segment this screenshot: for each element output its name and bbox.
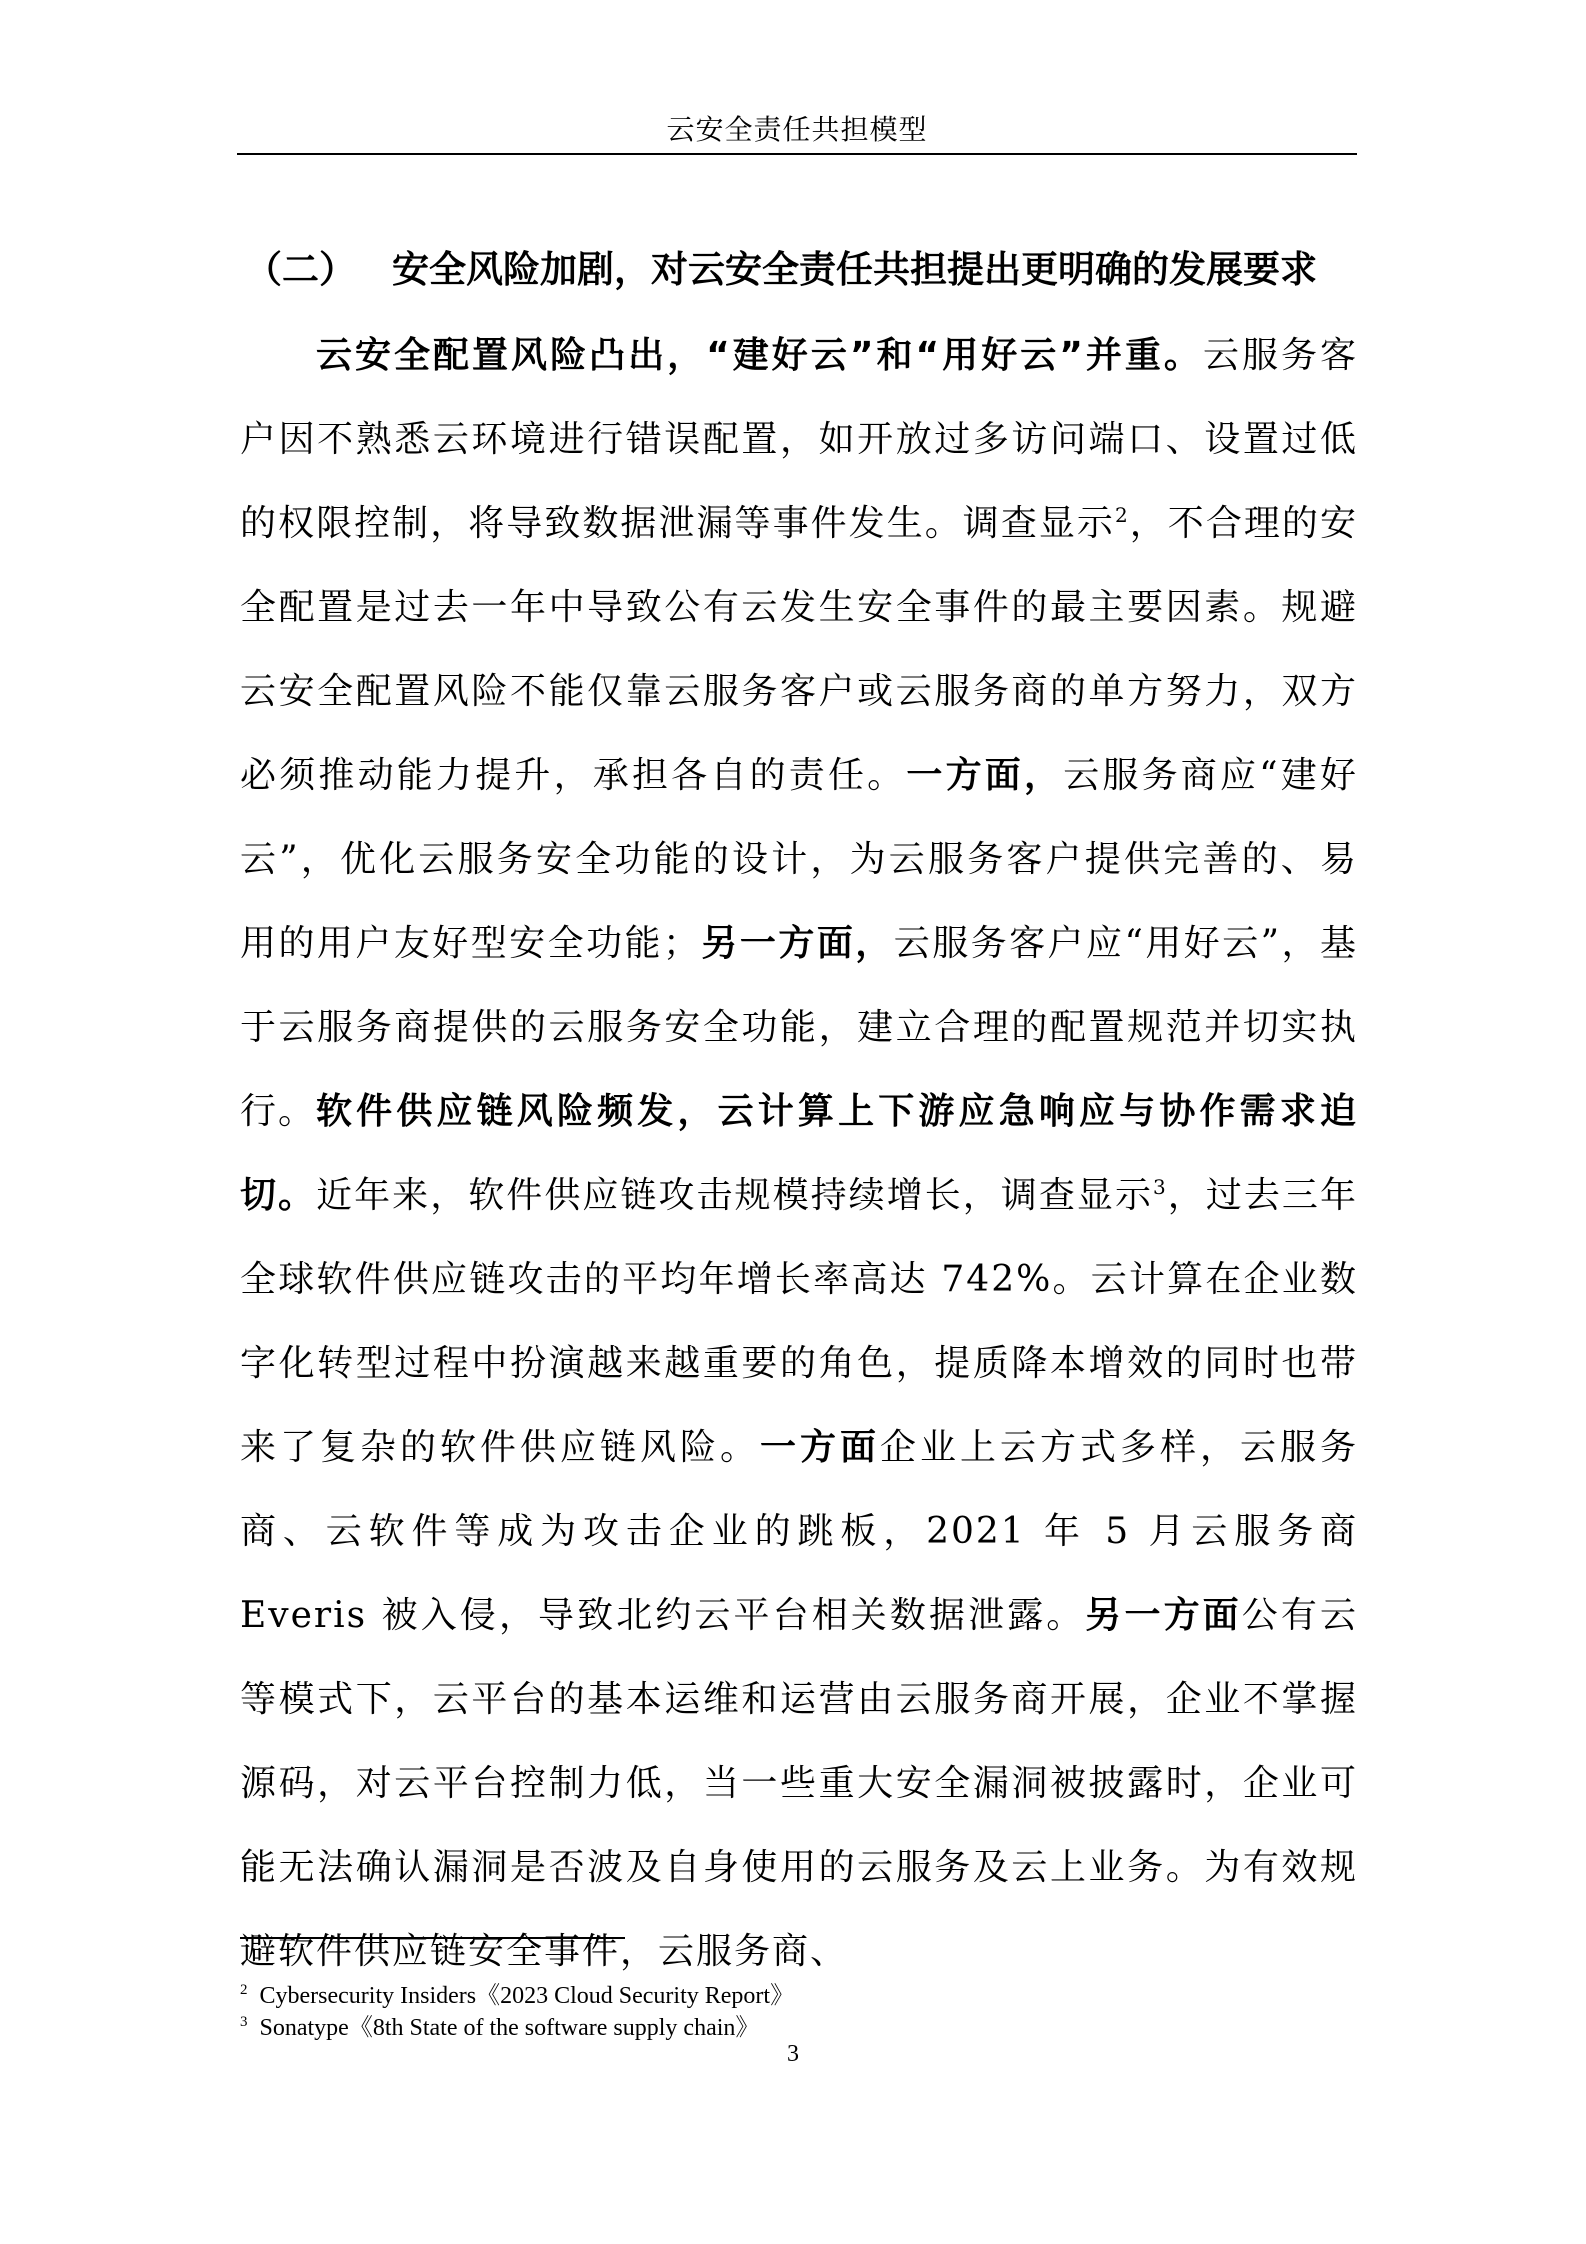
section-heading bbox=[245, 245, 1360, 295]
footnote-mark: 3 bbox=[240, 2014, 248, 2030]
paragraph-text: ，不合理的安全配置是过去一年中导致公有云发生安全事件的最主要因素。规避云安全配置风险不能仅靠云服务客户或云服务商的单方努力，双方必须推动能力提升，承担各自的责任。 bbox=[240, 503, 1358, 796]
paragraph-config-risk bbox=[240, 314, 1358, 1154]
emphasis-text: 另一方面， bbox=[701, 923, 894, 964]
paragraph-text: 企业上云方式多样，云服务商、云软件等成为攻击企业的跳板，2021 年 5 月云服务商 Everis 被入侵，导致北约云平台相关数据泄露。 bbox=[240, 1427, 1358, 1636]
footnotes bbox=[240, 1980, 1340, 2044]
footnote-ref[interactable]: 3 bbox=[1153, 1175, 1168, 1199]
paragraph-text: 公有云等模式下，云平台的基本运维和运营由云服务商开展，企业不掌握源码，对云平台控制力低，当一些重大安全漏洞被披露时，企业可能无法确认漏洞是否波及自身使用的云服务及云上业务。为有效规避软件供应链安全事件，云服务商、 bbox=[240, 1595, 1358, 1972]
paragraph-text: 云服务客户应“用好云”，基于云服务商提供的云服务安全功能，建立合理的配置规范并切实执行。 bbox=[240, 923, 1358, 1132]
emphasis-text: 一方面， bbox=[906, 755, 1064, 796]
running-header: 云安全责任共担模型 bbox=[666, 113, 928, 146]
footnote-item bbox=[240, 1980, 1340, 2012]
paragraph-lead: 软件供应链风险频发，云计算上下游应急响应与协作需求迫切。 bbox=[240, 1091, 1358, 1216]
footnote-text: Sonatype《8th State of the software supply chain》 bbox=[259, 2015, 760, 2041]
footnote-mark: 2 bbox=[240, 1982, 248, 1998]
page-number: 3 bbox=[787, 2041, 799, 2067]
paragraph-text: 云服务商应“建好云”，优化云服务安全功能的设计，为云服务客户提供完善的、易用的用户友好型安全功能； bbox=[240, 755, 1358, 964]
paragraph-text: ，过去三年全球软件供应链攻击的平均年增长率高达 742%。云计算在企业数字化转型过程中扮演越来越重要的角色，提质降本增效的同时也带来了复杂的软件供应链风险。 bbox=[240, 1175, 1358, 1468]
section-title: 安全风险加剧，对云安全责任共担提出更明确的发展要求 bbox=[392, 248, 1317, 291]
footnote-divider bbox=[240, 1937, 625, 1939]
paragraph-supply-chain-risk bbox=[240, 1070, 1358, 1994]
paragraph-text: 近年来，软件供应链攻击规模持续增长，调查显示 bbox=[316, 1175, 1154, 1216]
emphasis-text: 另一方面 bbox=[1085, 1595, 1242, 1636]
paragraph-lead: 云安全配置风险凸出，“建好云”和“用好云”并重。 bbox=[316, 335, 1203, 376]
header-divider bbox=[237, 153, 1357, 155]
emphasis-text: 一方面 bbox=[759, 1427, 880, 1468]
footnote-ref[interactable]: 2 bbox=[1114, 503, 1130, 527]
footnote-text: Cybersecurity Insiders《2023 Cloud Security Report》 bbox=[259, 1983, 795, 2009]
paragraph-text: 云服务客户因不熟悉云环境进行错误配置，如开放过多访问端口、设置过低的权限控制，将导致数据泄漏等事件发生。调查显示 bbox=[240, 335, 1358, 544]
section-number: （二） bbox=[245, 248, 356, 291]
